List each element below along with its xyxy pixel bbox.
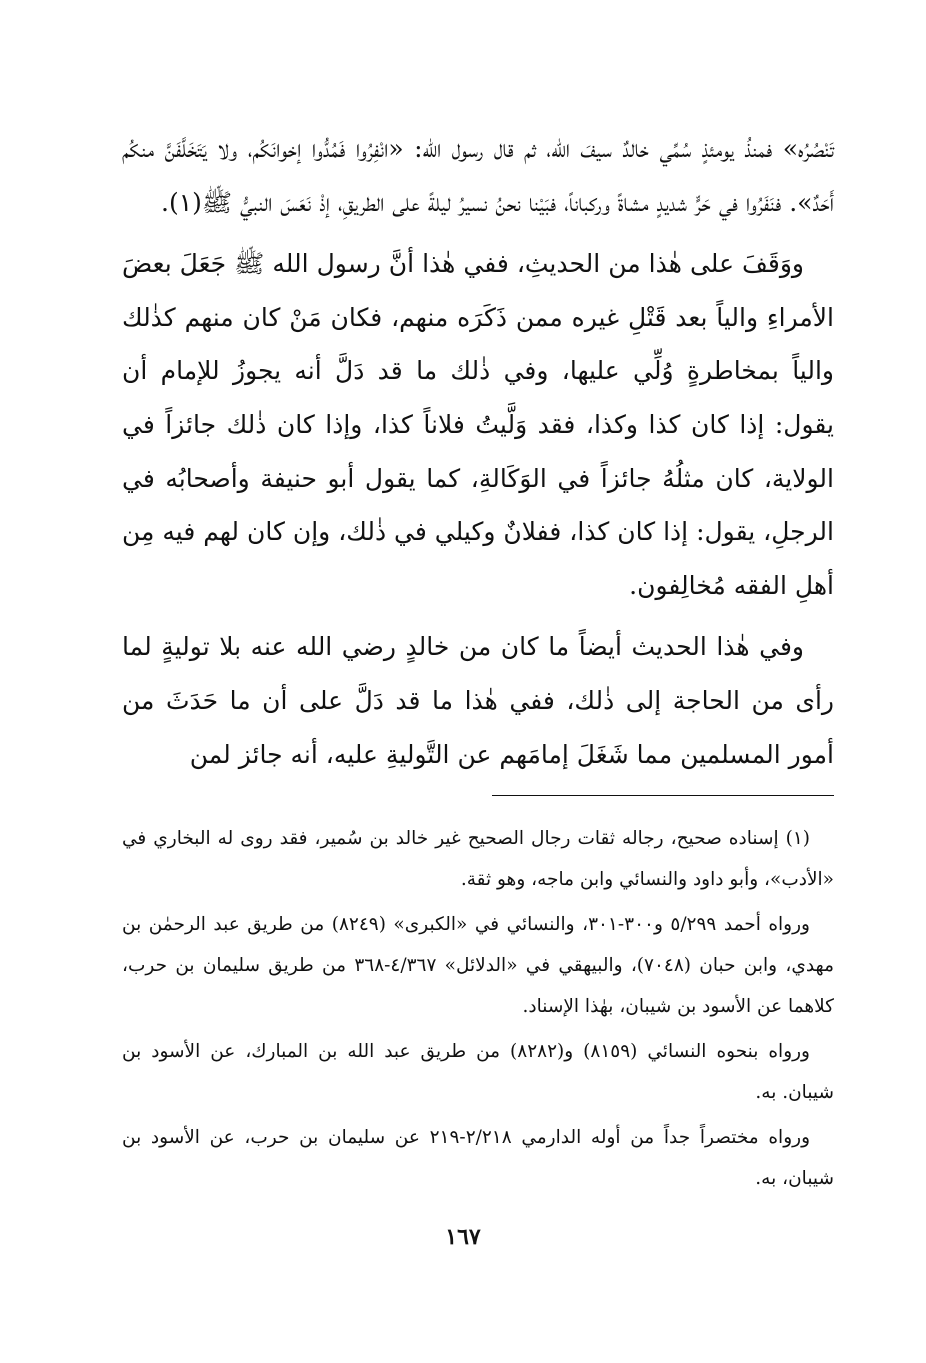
book-page — [122, 122, 834, 1199]
footnote-divider — [492, 795, 834, 796]
footnote-1: (١) إسناده صحيح، رجاله ثقات رجال الصحيح غير خالد بن سُمير، فقد روى له البخاري في «الأدب»، وأبو داود والنسائي وابن ماجه، وهو ثقة. — [122, 828, 834, 891]
footnote-3: ورواه بنحوه النسائي (٨١٥٩) و(٨٢٨٢) من طريق عبد الله بن المبارك، عن الأسود بن شيبان. به. — [122, 1041, 834, 1104]
paragraph-2: ووَقَفَ على هٰذا من الحديثِ، ففي هٰذا أنَّ رسول الله ﷺ جَعَلَ بعضَ الأمراءِ والياً بعد قَتْلِ غيره ممن ذَكَرَه منهم، فكان مَنْ كان منهم كذٰلك والياً بمخاطرةٍ وُلِّي عليها، وفي ذٰلك ما قد دَلَّ أنه يجوزُ للإمام أن يقول: إذا كان كذا وكذا، فقد وَلَّيتُ فلاناً كذا، وإذا كان ذٰلك جائزاً في الولاية، كان مثلُهُ جائزاً في الوَكَالةِ، كما يقول أبو حنيفة وأصحابُه في الرجلِ، يقول: إذا كان كذا، ففلانٌ وكيلي في ذٰلك، وإن كان لهم فيه مِن أهلِ الفقه مُخالِفون. — [122, 249, 834, 600]
footnote-4: ورواه مختصراً جداً من أوله الدارمي ٢/٢١٨-٢١٩ عن سليمان بن حرب، عن الأسود بن شيبان، به. — [122, 1127, 834, 1190]
page-number: ١٦٧ — [445, 1224, 481, 1250]
paragraph-1: تَنْصُرُه» فمنذُ يومئذٍ سُمِّي خالدٌ سيفَ الله، ثم قال رسول الله: «انْفِرُوا فَمُدُّوا إخوانَكُم، ولا يَتَخَلَّفَنَّ منكُم أَحَدٌ». فنَفَرُوا في حَرٍّ شديدٍ مشاةً وركباناً، فبَيْنا نحنُ نسيرُ ليلةً على الطريقِ، إذْ نَعَسَ النبيُّ ﷺ(١). — [122, 134, 834, 217]
paragraph-3: وفي هٰذا الحديث أيضاً ما كان من خالدٍ رضي الله عنه بلا توليةٍ لما رأى من الحاجة إلى ذٰلك، ففي هٰذا ما قد دَلَّ على أن ما حَدَثَ من أمور المسلمين مما شَغَلَ إمامَهم عن التَّوليةِ عليه، أنه جائز لمن — [122, 632, 834, 769]
main-text — [122, 122, 834, 781]
footnote-2: ورواه أحمد ٥/٢٩٩ و٣٠٠-٣٠١، والنسائي في «الكبرى» (٨٢٤٩) من طريق عبد الرحمٰن بن مهدي، وابن حبان (٧٠٤٨)، والبيهقي في «الدلائل» ٤/٣٦٧-٣٦٨ من طريق سليمان بن حرب، كلاهما عن الأسود بن شيبان، بهٰذا الإسناد. — [122, 914, 834, 1018]
footnotes — [122, 818, 834, 1199]
